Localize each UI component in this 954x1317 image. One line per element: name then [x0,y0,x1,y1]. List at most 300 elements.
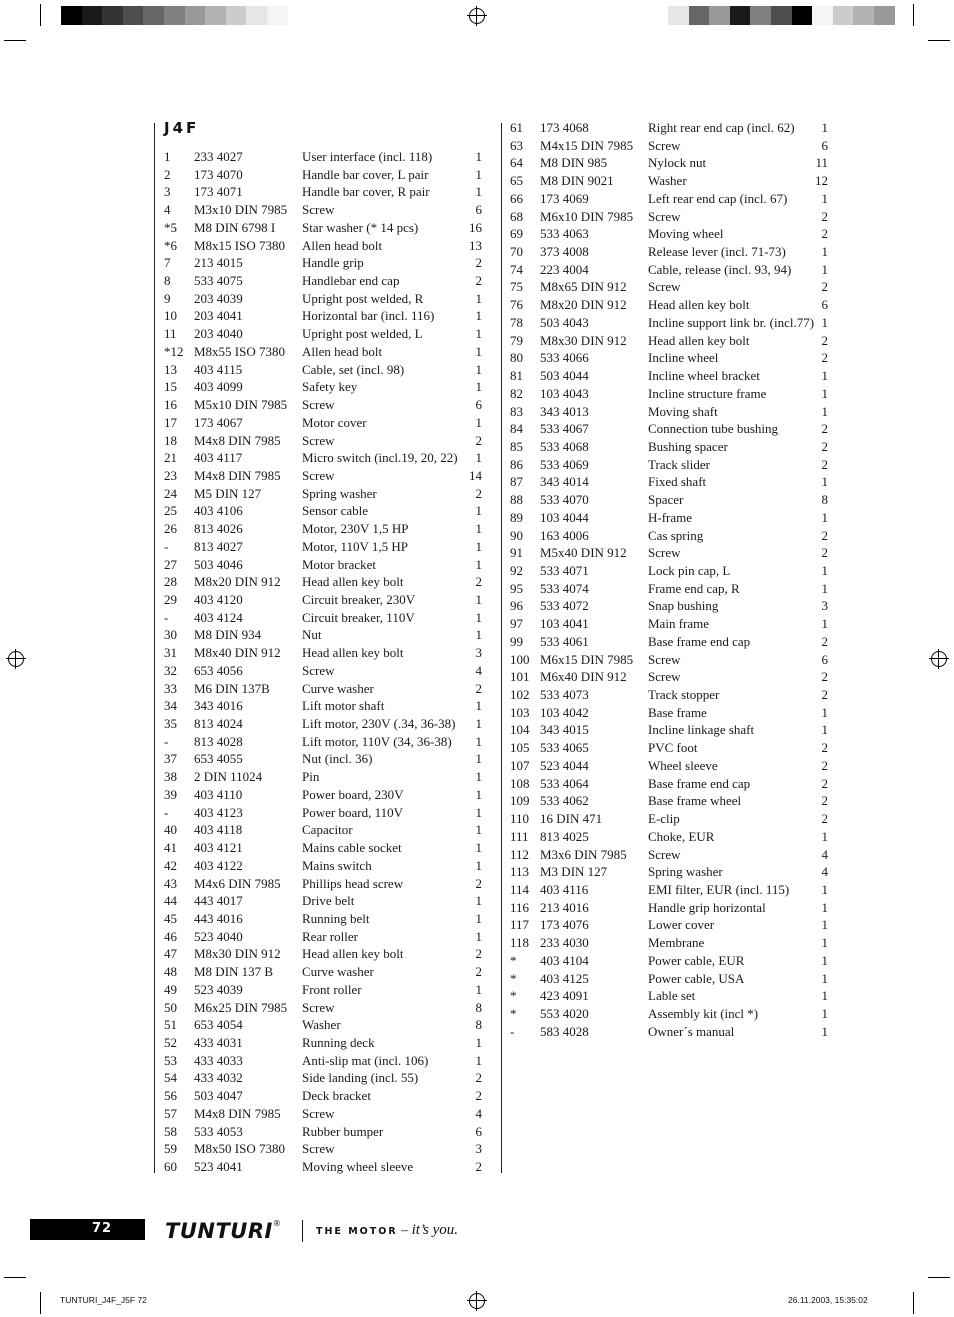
part-description: Rubber bumper [302,1123,384,1139]
part-description: Front roller [302,981,362,997]
part-quantity: 2 [821,350,828,366]
part-row [510,403,828,421]
part-quantity: 1 [821,704,828,720]
part-quantity: 1 [475,981,482,997]
part-ref: 75 [510,279,523,295]
part-quantity: 2 [475,273,482,289]
part-description: Curve washer [302,680,374,696]
part-description: Spring washer [302,485,377,501]
part-quantity: 2 [821,456,828,472]
part-description: Drive belt [302,893,355,909]
part-quantity: 1 [821,190,828,206]
part-row [510,846,828,864]
part-description: H-frame [648,509,693,525]
color-swatch [123,6,144,25]
part-number: M8 DIN 934 [194,627,262,643]
part-number: 653 4054 [194,1017,243,1033]
part-description: Power cable, USA [648,970,745,986]
part-ref: 15 [164,379,177,395]
part-description: Head allen key bolt [302,645,404,661]
part-row [510,509,828,527]
part-row [164,1123,482,1141]
part-row [164,485,482,503]
part-row [510,757,828,775]
part-quantity: 1 [821,970,828,986]
part-ref: 34 [164,698,177,714]
part-ref: 104 [510,722,530,738]
part-ref: 40 [164,822,177,838]
part-quantity: 1 [821,935,828,951]
part-number: 403 4121 [194,840,243,856]
part-description: Screw [302,1141,335,1157]
part-quantity: 1 [475,769,482,785]
part-description: Power board, 110V [302,804,403,820]
part-number: M8 DIN 137 B [194,964,274,980]
part-description: Micro switch (incl.19, 20, 22) [302,450,458,466]
crop-mark [40,1292,41,1314]
part-description: Fixed shaft [648,474,707,490]
part-ref: 59 [164,1141,177,1157]
part-number: M5x10 DIN 7985 [194,397,288,413]
part-description: Safety key [302,379,358,395]
part-description: Incline linkage shaft [648,722,755,738]
part-quantity: 2 [475,964,482,980]
color-swatch [812,6,833,25]
part-row [164,1016,482,1034]
part-ref: * [510,988,517,1004]
crop-mark [913,1292,914,1314]
part-row [164,183,482,201]
part-description: Power cable, EUR [648,952,745,968]
color-swatch [143,6,164,25]
column-divider-left [154,123,155,1173]
part-row [164,1087,482,1105]
part-row [510,314,828,332]
part-description: Screw [302,467,335,483]
brand-logo [165,1219,281,1243]
crop-mark [40,4,41,26]
part-description: Circuit breaker, 230V [302,592,416,607]
part-number: M8x65 DIN 912 [540,279,627,295]
part-description: Washer [302,1017,341,1033]
part-quantity: 1 [821,368,828,384]
part-description: Power board, 230V [302,786,404,802]
part-row [510,863,828,881]
part-ref: 105 [510,740,530,756]
part-number: 173 4067 [194,414,243,430]
part-ref: 97 [510,616,523,632]
part-quantity: 1 [475,166,482,182]
part-quantity: 6 [475,1123,482,1139]
column-divider-middle [501,123,502,1173]
part-row [164,875,482,893]
part-description: Allen head bolt [302,343,383,359]
part-row [510,970,828,988]
part-description: Horizontal bar (incl. 116) [302,308,435,324]
part-row [164,449,482,467]
part-description: Lift motor, 110V (34, 36-38) [302,733,452,749]
part-ref: 107 [510,757,530,773]
color-swatch [833,6,854,25]
part-row [164,520,482,538]
part-ref: 54 [164,1070,177,1086]
part-row [510,668,828,686]
part-description: Lift motor, 230V (.34, 36-38) [302,716,456,732]
part-description: Track stopper [648,687,720,703]
part-ref: 108 [510,775,530,791]
color-swatch [61,6,82,25]
part-ref: 8 [164,273,171,289]
part-number: 103 4043 [540,385,589,401]
part-description: Base frame wheel [648,793,742,809]
part-description: Screw [302,202,335,218]
part-ref: 27 [164,556,177,572]
part-description: Washer [648,173,687,189]
part-ref: 42 [164,857,177,873]
part-number: M8x55 ISO 7380 [194,343,286,359]
part-quantity: 3 [475,1141,482,1157]
part-description: Head allen key bolt [302,946,404,962]
part-row [164,378,482,396]
part-ref: 79 [510,332,523,348]
part-ref: 85 [510,438,523,454]
color-swatch [102,6,123,25]
part-ref: 51 [164,1017,177,1033]
part-number: 503 4046 [194,556,243,572]
part-row [510,934,828,952]
part-row [510,225,828,243]
part-quantity: 1 [475,751,482,767]
part-number: 533 4075 [194,273,243,289]
part-number: 173 4069 [540,190,589,206]
part-ref: 11 [164,326,177,342]
part-ref: 117 [510,917,530,933]
part-number: M8x30 DIN 912 [194,946,281,962]
part-description: Frame end cap, R [648,580,740,596]
part-row [164,272,482,290]
part-description: Owner´s manual [648,1023,735,1039]
part-description: Moving shaft [648,403,718,419]
part-ref: - [164,733,169,749]
part-row [164,1105,482,1123]
part-quantity: 2 [475,680,482,696]
part-row [164,1140,482,1158]
part-number: 533 4064 [540,775,589,791]
part-description: PVC foot [648,740,698,756]
part-description: Mains cable socket [302,840,402,856]
part-quantity: 6 [821,297,828,313]
part-number: 173 4068 [540,120,589,135]
part-quantity: 1 [475,361,482,377]
part-description: Screw [648,137,681,153]
part-quantity: 2 [821,279,828,295]
part-ref: 86 [510,456,523,472]
part-number: 533 4067 [540,421,589,437]
part-row [164,237,482,255]
color-swatch [730,6,751,25]
part-number: 653 4055 [194,751,243,767]
part-description: Main frame [648,616,710,632]
part-ref: 111 [510,828,529,844]
part-number: 503 4043 [540,314,589,330]
part-number: 403 4124 [194,609,243,625]
part-row [164,857,482,875]
part-quantity: 2 [475,432,482,448]
part-description: Spring washer [648,864,723,880]
crop-mark [913,4,914,26]
tagline-dash: – [397,1223,412,1238]
part-quantity: 3 [821,598,828,614]
part-quantity: 1 [475,414,482,430]
part-quantity: 2 [475,1159,482,1175]
part-description: Motor, 230V 1,5 HP [302,521,409,537]
part-number: M8 DIN 6798 I [194,219,276,235]
part-description: Choke, EUR [648,828,715,844]
part-number: 403 4106 [194,503,243,519]
part-number: 203 4039 [194,290,243,306]
part-description: Handle grip horizontal [648,899,766,915]
part-description: Cas spring [648,527,704,543]
part-number: 523 4041 [194,1159,243,1175]
part-quantity: 2 [821,226,828,242]
part-description: Connection tube bushing [648,421,778,437]
part-quantity: 8 [475,1017,482,1033]
part-quantity: 3 [475,645,482,661]
part-number: 503 4047 [194,1088,243,1104]
part-row [510,828,828,846]
part-quantity: 1 [821,952,828,968]
part-number: 403 4117 [194,450,243,466]
part-quantity: 2 [821,527,828,543]
part-row [164,768,482,786]
part-number: 523 4044 [540,757,589,773]
part-number: M6x25 DIN 7985 [194,999,288,1015]
part-number: 203 4041 [194,308,243,324]
color-swatch [164,6,185,25]
part-description: Screw [648,846,681,862]
part-ref: 57 [164,1105,177,1121]
part-row [164,432,482,450]
part-ref: 103 [510,704,530,720]
part-row [164,166,482,184]
part-description: Head allen key bolt [302,574,404,590]
part-quantity: 2 [821,633,828,649]
part-quantity: 8 [821,492,828,508]
part-quantity: 2 [821,208,828,224]
part-ref: 65 [510,173,523,189]
part-row [164,804,482,822]
part-ref: 30 [164,627,177,643]
part-row [164,343,482,361]
part-ref: * [510,1006,517,1021]
part-number: 403 4125 [540,970,589,986]
part-description: Screw [302,397,335,413]
part-number: 523 4040 [194,928,243,944]
part-ref: *12 [164,343,184,359]
part-quantity: 1 [475,893,482,909]
part-description: Curve washer [302,964,374,980]
part-number: 343 4015 [540,722,589,738]
part-ref: 92 [510,563,523,578]
part-ref: 43 [164,875,177,891]
part-ref: 58 [164,1123,177,1139]
part-row [164,502,482,520]
part-ref: 18 [164,432,177,448]
color-swatch [668,6,689,25]
part-number: 583 4028 [540,1023,589,1039]
part-description: Screw [648,651,681,667]
part-quantity: 1 [821,881,828,897]
part-row [510,243,828,261]
part-quantity: 1 [475,698,482,714]
color-swatch [226,6,247,25]
part-ref: 48 [164,964,177,980]
part-quantity: 1 [475,538,482,554]
part-description: Rear roller [302,928,358,944]
part-row [164,839,482,857]
part-number: 403 4120 [194,592,243,607]
part-number: 233 4027 [194,149,243,164]
part-row [510,651,828,669]
part-description: Allen head bolt [302,237,383,253]
part-ref: - [164,538,169,554]
part-number: M5x40 DIN 912 [540,545,627,561]
part-number: M3x10 DIN 7985 [194,202,288,218]
part-ref: 76 [510,297,523,313]
part-quantity: 1 [821,722,828,738]
part-number: 553 4020 [540,1006,589,1021]
part-number: M3x6 DIN 7985 [540,846,627,862]
part-description: Mains switch [302,857,372,873]
part-number: M4x15 DIN 7985 [540,137,634,153]
part-number: 533 4062 [540,793,589,809]
part-ref: 28 [164,574,177,590]
part-description: Handle bar cover, R pair [302,184,430,200]
part-quantity: 1 [475,184,482,200]
part-description: Right rear end cap (incl. 62) [648,120,795,135]
part-row [510,261,828,279]
part-number: 813 4024 [194,716,243,732]
part-number: 653 4056 [194,662,243,678]
part-ref: 1 [164,149,171,164]
part-row [164,999,482,1017]
part-ref: 24 [164,485,177,501]
color-swatch [750,6,771,25]
part-quantity: 1 [475,804,482,820]
part-description: Track slider [648,456,710,472]
part-description: Wheel sleeve [648,757,718,773]
part-number: 533 4061 [540,633,589,649]
part-ref: 49 [164,981,177,997]
part-number: 533 4074 [540,580,589,596]
part-number: 403 4122 [194,857,243,873]
part-ref: 2 [164,166,171,182]
part-number: M4x8 DIN 7985 [194,432,281,448]
part-number: 813 4025 [540,828,589,844]
part-quantity: 1 [475,149,482,164]
part-row [164,662,482,680]
part-number: 343 4016 [194,698,243,714]
part-quantity: 4 [475,662,482,678]
part-quantity: 6 [821,651,828,667]
part-number: 533 4065 [540,740,589,756]
color-swatch [205,6,226,25]
part-quantity: 16 [469,219,482,235]
color-swatch [246,6,267,25]
part-ref: 29 [164,592,177,607]
part-row [510,562,828,580]
part-quantity: 1 [475,521,482,537]
part-row [164,910,482,928]
part-ref: 9 [164,290,171,306]
part-ref: 50 [164,999,177,1015]
part-quantity: 13 [469,237,482,253]
part-row [164,981,482,999]
part-ref: * [510,970,517,986]
part-quantity: 2 [821,740,828,756]
part-ref: *5 [164,219,177,235]
part-ref: 17 [164,414,177,430]
part-number: 213 4016 [540,899,589,915]
part-description: Handlebar end cap [302,273,400,289]
part-ref: 33 [164,680,177,696]
part-number: 223 4004 [540,261,589,277]
part-number: 533 4072 [540,598,589,614]
part-row [510,349,828,367]
registration-mark-icon [8,651,24,667]
part-description: Head allen key bolt [648,332,750,348]
part-description: Membrane [648,935,705,951]
part-number: M4x8 DIN 7985 [194,467,281,483]
part-number: 103 4041 [540,616,589,632]
part-description: EMI filter, EUR (incl. 115) [648,881,790,897]
part-ref: 10 [164,308,177,324]
part-row [164,928,482,946]
part-quantity: 1 [475,503,482,519]
part-row [164,148,482,166]
crop-mark [928,1277,950,1278]
part-ref: 87 [510,474,523,490]
part-ref: 109 [510,793,530,809]
part-ref: * [510,952,517,968]
part-row [164,680,482,698]
color-swatch [82,6,103,25]
registration-mark-icon [931,651,947,667]
brand-name: TUNTURI [165,1219,273,1243]
part-row [510,438,828,456]
part-ref: 46 [164,928,177,944]
part-description: Star washer (* 14 pcs) [302,219,419,235]
part-number: 533 4073 [540,687,589,703]
part-quantity: 1 [475,343,482,359]
part-row [164,1069,482,1087]
part-quantity: 2 [475,946,482,962]
tagline [316,1222,458,1239]
part-quantity: 2 [475,1070,482,1086]
part-quantity: 2 [821,811,828,827]
part-quantity: 2 [475,1088,482,1104]
part-number: 403 4099 [194,379,243,395]
part-row [510,137,828,155]
part-quantity: 1 [475,716,482,732]
page-number: 72 [92,1221,113,1236]
part-description: Moving wheel sleeve [302,1159,414,1175]
part-quantity: 6 [475,397,482,413]
registered-mark: ® [272,1219,282,1228]
part-quantity: 1 [475,840,482,856]
part-ref: 53 [164,1052,177,1068]
color-swatch [792,6,813,25]
